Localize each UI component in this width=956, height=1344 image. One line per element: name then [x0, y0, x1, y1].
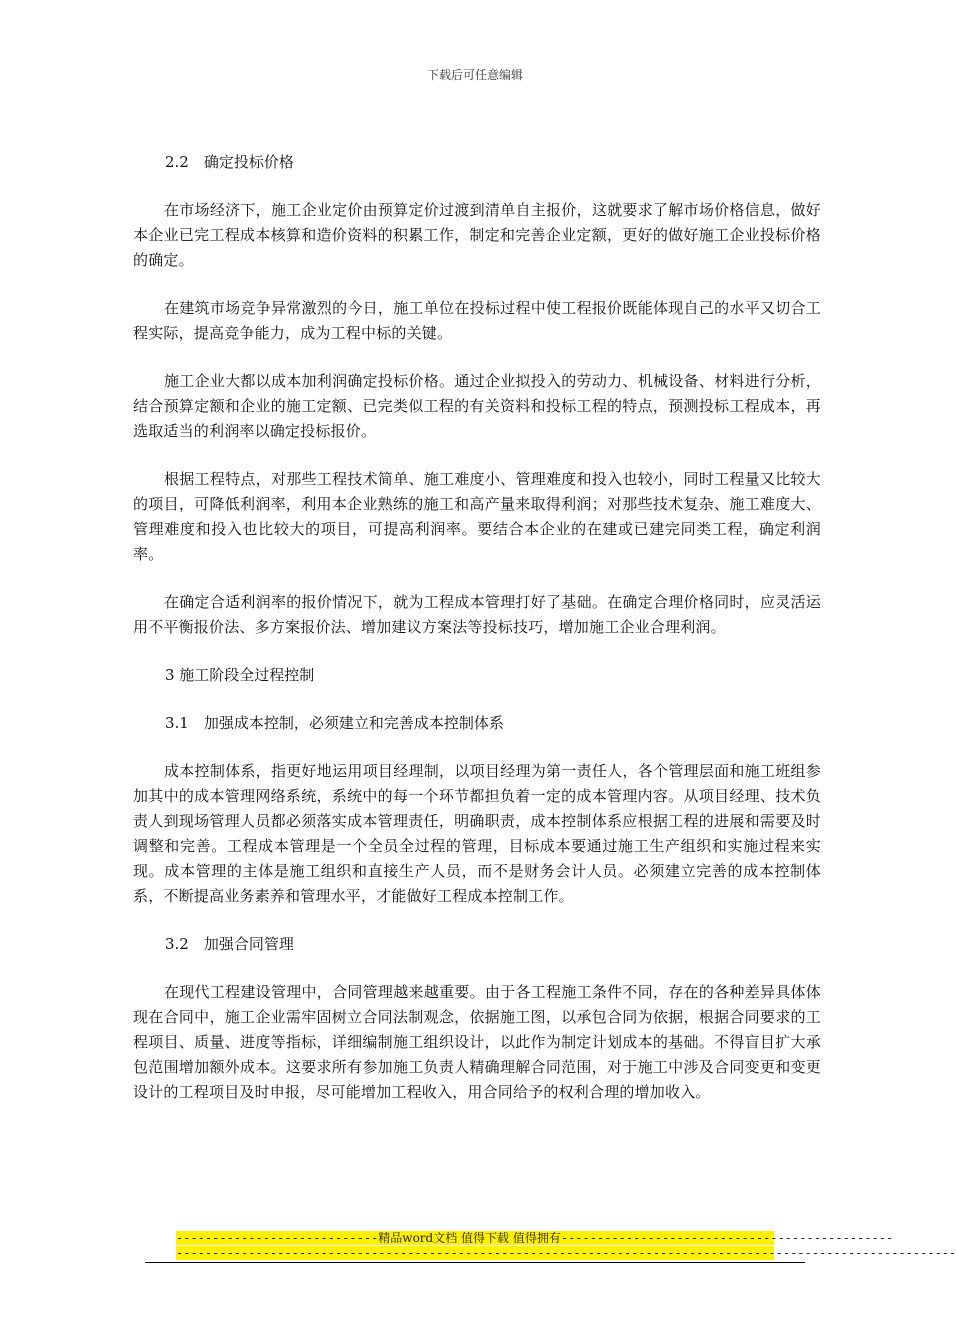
paragraph: 在确定合适利润率的报价情况下，就为工程成本管理打好了基础。在确定合理价格同时，应灵活运用不平衡报价法、多方案报价法、增加建议方案法等投标技巧，增加施工企业合理利润。 — [133, 593, 821, 636]
footer-dash-line: ------------------------------------------------------------------------------------------------------------ — [176, 1246, 956, 1260]
section-heading: 3 施工阶段全过程控制 — [165, 666, 315, 684]
page-header: 下载后可任意编辑 — [426, 68, 523, 82]
paragraph: 成本控制体系，指更好地运用项目经理制，以项目经理为第一责任人，各个管理层面和施工班组参加其中的成本管理网络系统，系统中的每一个环节都担负着一定的成本管理内容。从项目经理、技术负责人到现场管理人员都必须落实成本管理责任，明确职责，成本控制体系应根据工程的进展和需要及时调整和完善。工程成本管理是一个全员全过程的管理，目标成本要通过施工生产组织和实施过程来实现。成本管理的主体是施工组织和直接生产人员，而不是财务会计人员。必须建立完善的成本控制体系，不断提高业务素养和管理水平，才能做好工程成本控制工作。 — [133, 762, 821, 905]
section-heading: 2.2 确定投标价格 — [165, 153, 294, 171]
paragraph: 在现代工程建设管理中，合同管理越来越重要。由于各工程施工条件不同，存在的各种差异具体体现在合同中，施工企业需牢固树立合同法制观念，依据施工图，以承包合同为依据，根据合同要求的工程项目、质量、进度等指标，详细编制施工组织设计，以此作为制定计划成本的基础。不得盲目扩大承包范围增加额外成本。这要求所有参加施工负责人精确理解合同范围，对于施工中涉及合同变更和变更设计的工程项目及时申报，尽可能增加工程收入，用合同给予的权利合理的增加收入。 — [133, 983, 821, 1101]
footer-dashes-right: ---------------------------------------------- — [560, 1231, 894, 1245]
footer-dashes-left: ---------------------------- — [176, 1231, 379, 1245]
section-heading: 3.2 加强合同管理 — [165, 935, 294, 953]
footer-banner — [176, 1231, 894, 1245]
footer-banner-text: 精品word文档 值得下载 值得拥有 — [378, 1231, 561, 1245]
paragraph: 在建筑市场竞争异常激烈的今日，施工单位在投标过程中使工程报价既能体现自己的水平又切合工程实际，提高竞争能力，成为工程中标的关键。 — [133, 299, 821, 342]
footer-rule — [145, 1262, 805, 1263]
section-heading: 3.1 加强成本控制，必须建立和完善成本控制体系 — [165, 714, 504, 732]
document-body — [133, 150, 821, 1128]
paragraph: 根据工程特点，对那些工程技术简单、施工难度小、管理难度和投入也较小，同时工程量又比较大的项目，可降低利润率，利用本企业熟练的施工和高产量来取得利润；对那些技术复杂、施工难度大、管理难度和投入也比较大的项目，可提高利润率。要结合本企业的在建或已建完同类工程，确定利润率。 — [133, 470, 821, 563]
paragraph: 施工企业大都以成本加利润确定投标价格。通过企业拟投入的劳动力、机械设备、材料进行分析，结合预算定额和企业的施工定额、已完类似工程的有关资料和投标工程的特点，预测投标工程成本，再选取适当的利润率以确定投标报价。 — [133, 372, 821, 440]
paragraph: 在市场经济下，施工企业定价由预算定价过渡到清单自主报价，这就要求了解市场价格信息，做好本企业已完工程成本核算和造价资料的积累工作，制定和完善企业定额，更好的做好施工企业投标价格的确定。 — [133, 201, 821, 269]
